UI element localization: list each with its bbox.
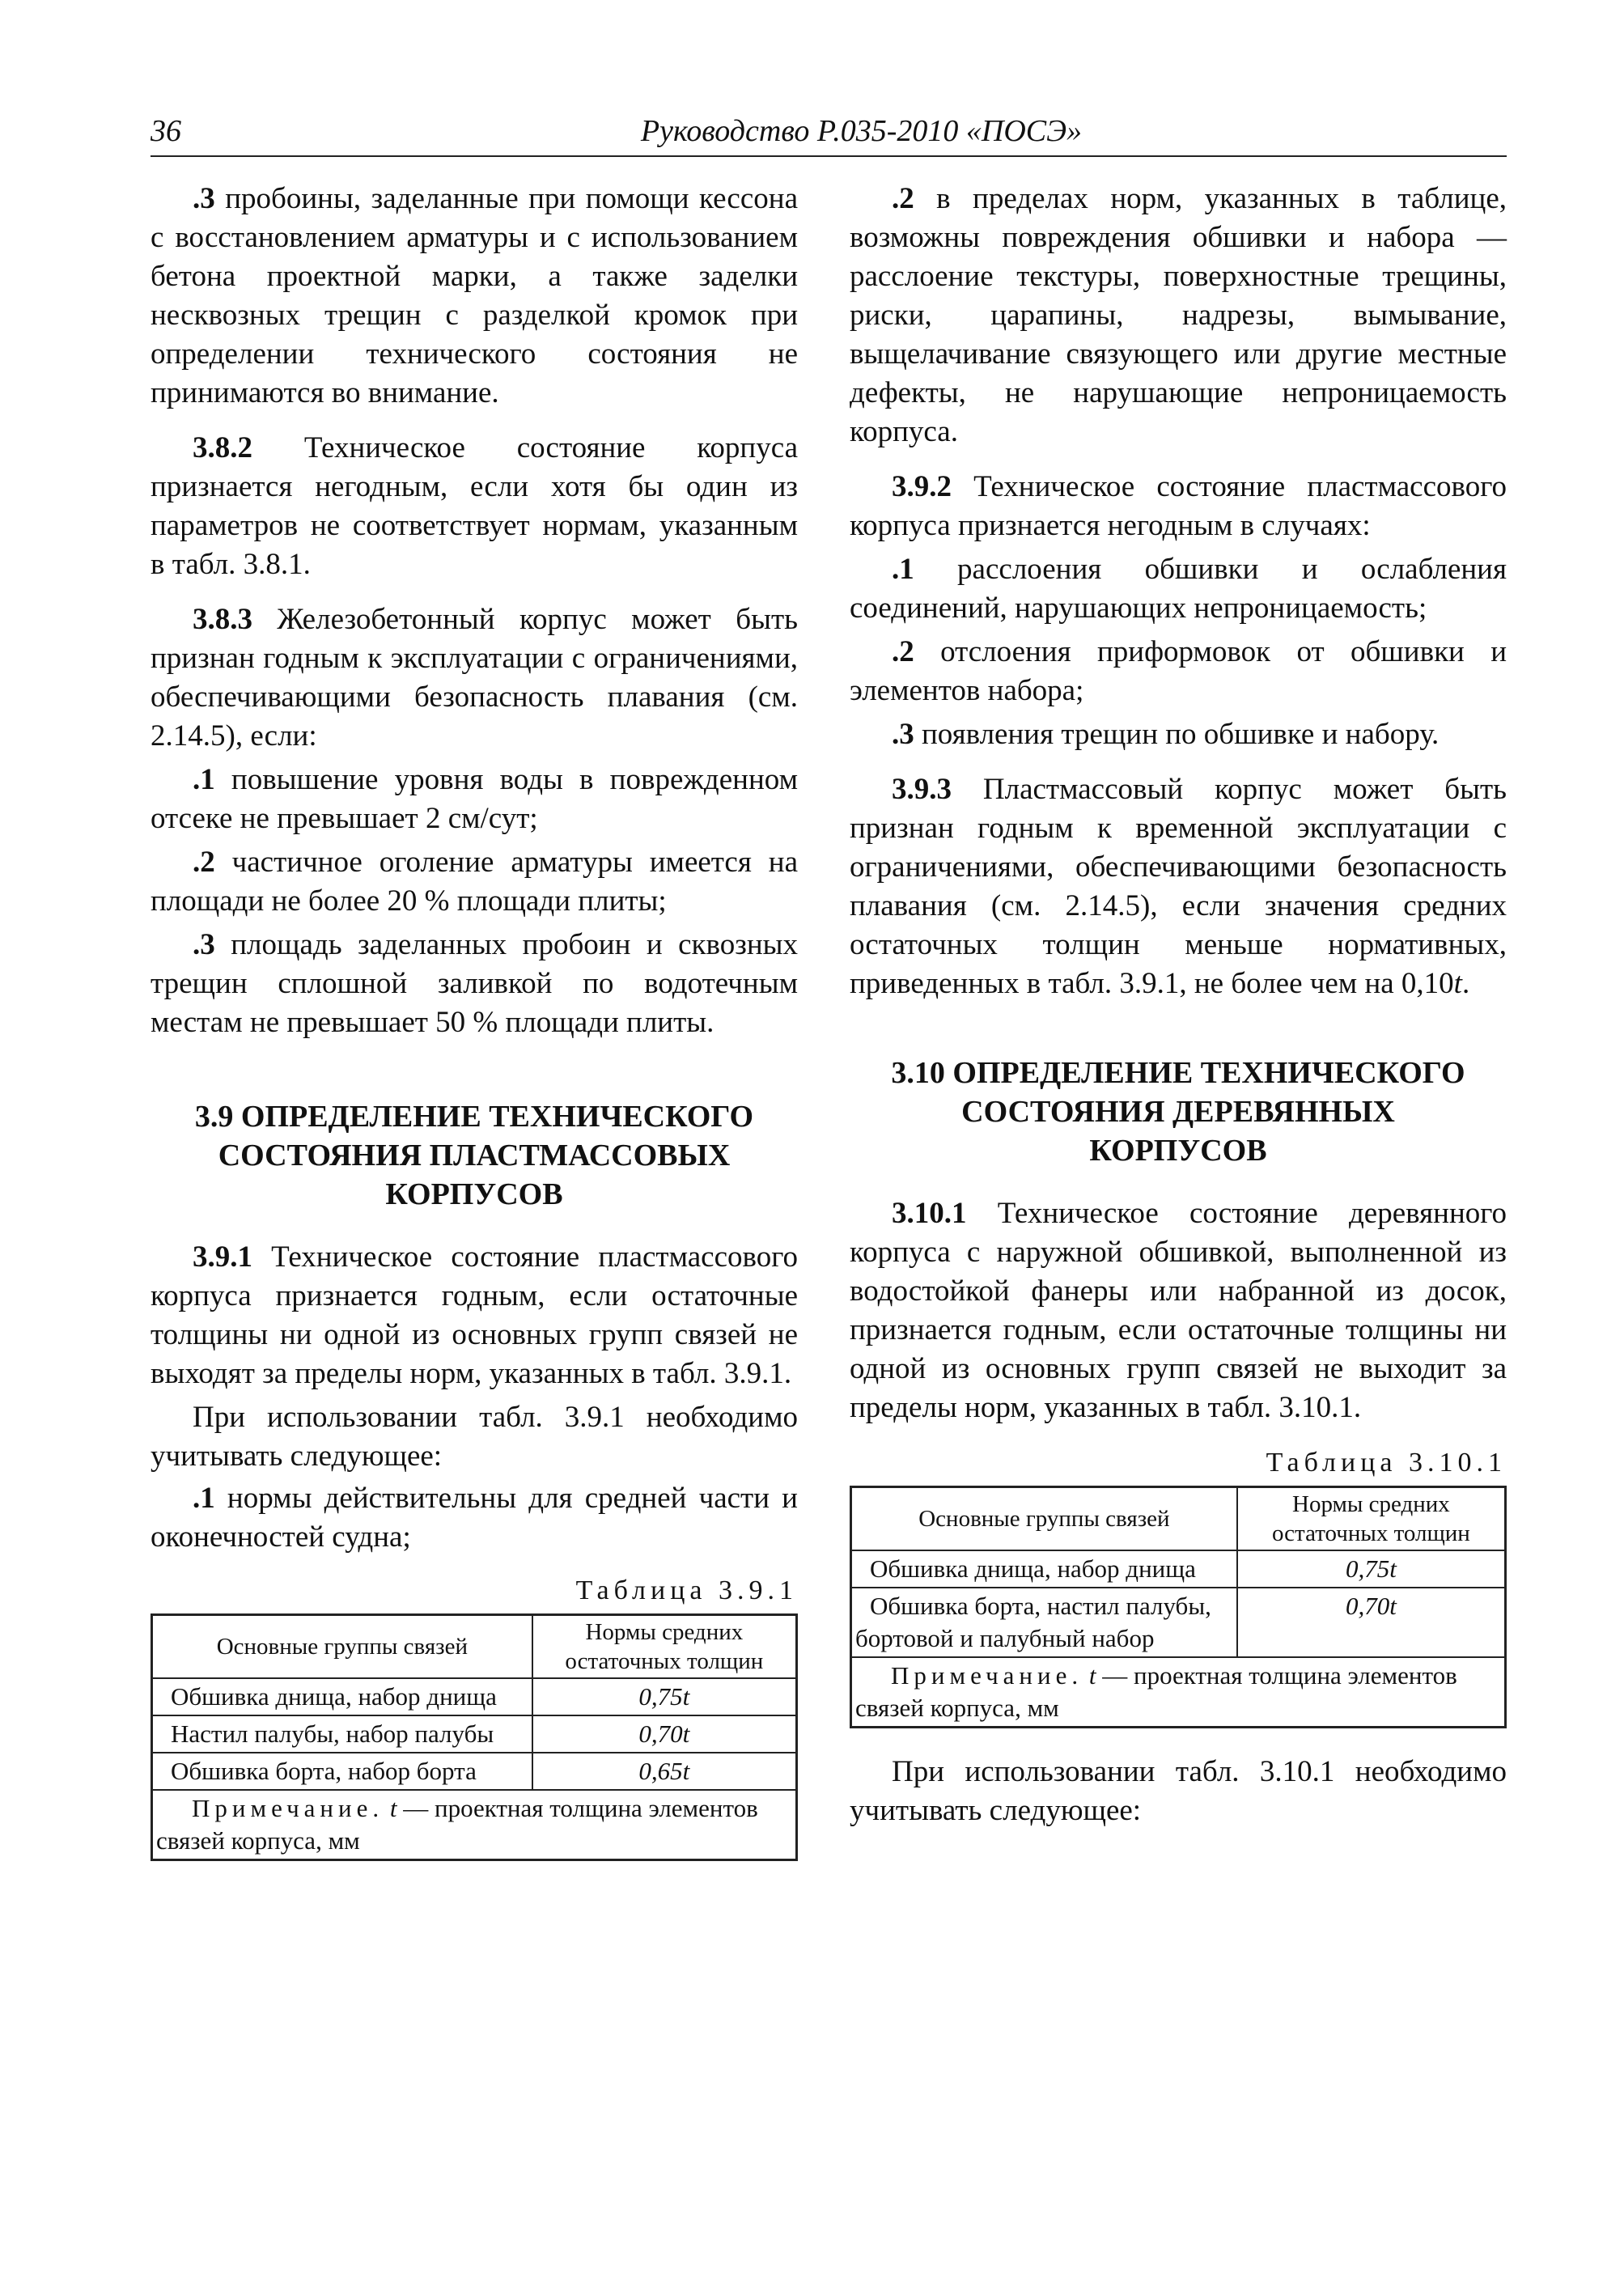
note-symbol: t (389, 1794, 397, 1822)
page-header (151, 113, 1507, 157)
table-3-9-1 (151, 1613, 798, 1861)
table-cell: 0,75t (1237, 1550, 1506, 1588)
paragraph-text: отслоения приформовок от обшивки и элементов набора; (850, 635, 1507, 707)
table-note (152, 1790, 797, 1860)
paragraph-text: нормы действительны для средней части и оконечностей судна; (151, 1482, 798, 1554)
clause-number: 3.9.2 (892, 470, 952, 503)
paragraph (151, 843, 798, 921)
table-cell: 0,75t (532, 1678, 797, 1715)
paragraph (850, 1194, 1507, 1427)
table-note (851, 1657, 1506, 1728)
paragraph: При использовании табл. 3.10.1 необходимо учитывать следующее: (850, 1755, 1507, 1827)
paragraph (850, 180, 1507, 452)
table-cell: Настил палубы, набор палубы (152, 1715, 532, 1753)
paragraph (850, 633, 1507, 710)
paragraph-text: Пластмассовый корпус может быть признан годным к временной эксплуатации с ограничениями, обеспечивающими безопасность плавания (см. 2.14.5), если значения средних остаточных толщин меньше нормативных, приведенных в табл. 3.9.1, не более чем на 0,10 (850, 773, 1507, 1000)
paragraph-end: . (1461, 967, 1470, 1000)
paragraph-text: появления трещин по обшивке и набору. (914, 718, 1440, 751)
paragraph-text: пробоины, заделанные при помощи кессона с восстановлением арматуры и с использованием бетона проектной марки, а также заделки несквозных трещин с разделкой кромок при определении технического состояния не принимаются во внимание. (151, 182, 798, 409)
paragraph (151, 1238, 798, 1393)
table-header-row (851, 1487, 1506, 1551)
paragraph (151, 926, 798, 1042)
paragraph-text: Техническое состояние корпуса признается негодным, если хотя бы один из параметров не соответствует нормам, указанным в табл. 3.8.1. (151, 431, 798, 581)
paragraph-text: Железобетонный корпус может быть признан годным к эксплуатации с ограничениями, обеспечивающими безопасность плавания (см. 2.14.5), если: (151, 603, 798, 753)
running-title: Руководство Р.035-2010 «ПОСЭ» (640, 114, 1082, 148)
table-header-row (152, 1615, 797, 1679)
note-text: — проектная толщина элементов связей корпуса, мм (156, 1794, 758, 1855)
column-header: Нормы средних остаточных толщин (532, 1615, 797, 1679)
column-header: Нормы средних остаточных толщин (1237, 1487, 1506, 1551)
table-cell: 0,65t (532, 1753, 797, 1790)
clause-number: 3.10.1 (892, 1197, 967, 1230)
item-number: .1 (193, 1482, 215, 1515)
paragraph-text: частичное оголение арматуры имеется на площади не более 20 % площади плиты; (151, 846, 798, 918)
page-number: 36 (151, 114, 181, 148)
paragraph (151, 600, 798, 756)
item-number: .2 (892, 182, 914, 215)
table-cell: Обшивка днища, набор днища (152, 1678, 532, 1715)
note-symbol: t (1088, 1661, 1096, 1690)
table-row (152, 1715, 797, 1753)
table-cell: 0,70t (1237, 1588, 1506, 1657)
table-cell: Обшивка днища, набор днища (851, 1550, 1237, 1588)
item-number: .2 (193, 846, 215, 879)
paragraph (151, 761, 798, 838)
table-row (152, 1678, 797, 1715)
item-number: .3 (193, 182, 215, 215)
thickness-symbol: t (1453, 967, 1462, 1000)
paragraph (850, 770, 1507, 1003)
note-text: — проектная толщина элементов связей корпуса, мм (855, 1661, 1457, 1722)
table-caption: Таблица 3.10.1 (1266, 1448, 1507, 1478)
note-label: Примечание. (891, 1661, 1083, 1690)
table-note-row (152, 1790, 797, 1860)
table-cell: 0,70t (532, 1715, 797, 1753)
clause-number: 3.8.3 (193, 603, 252, 636)
table-3-10-1 (850, 1486, 1507, 1728)
paragraph (151, 429, 798, 584)
right-column (850, 180, 1507, 1847)
paragraph-text: повышение уровня воды в поврежденном отсеке не превышает 2 см/сут; (151, 763, 798, 835)
item-number: .2 (892, 635, 914, 668)
table-row (851, 1588, 1506, 1657)
table-caption: Таблица 3.9.1 (575, 1575, 798, 1605)
clause-number: 3.8.2 (193, 431, 252, 464)
note-label: Примечание. (192, 1794, 384, 1822)
clause-number: 3.9.3 (892, 773, 952, 806)
table-row (152, 1753, 797, 1790)
paragraph (850, 550, 1507, 628)
paragraph (850, 715, 1507, 754)
table-cell: Обшивка борта, набор борта (152, 1753, 532, 1790)
paragraph-text: площадь заделанных пробоин и сквозных трещин сплошной заливкой по водотечным местам не превышает 50 % площади плиты. (151, 928, 798, 1039)
section-title: 3.9 ОПРЕДЕЛЕНИЕ ТЕХНИЧЕСКОГО СОСТОЯНИЯ ПЛАСТМАССОВЫХ КОРПУСОВ (194, 1100, 754, 1211)
paragraph (151, 180, 798, 413)
column-header: Основные группы связей (152, 1615, 532, 1679)
paragraph (151, 1479, 798, 1557)
item-number: .1 (193, 763, 215, 796)
section-title: 3.10 ОПРЕДЕЛЕНИЕ ТЕХНИЧЕСКОГО СОСТОЯНИЯ ДЕРЕВЯННЫХ КОРПУСОВ (891, 1056, 1465, 1168)
item-number: .3 (193, 928, 215, 961)
paragraph-text: в пределах норм, указанных в таблице, возможны повреждения обшивки и набора — расслоение текстуры, поверхностные трещины, риски, царапины, надрезы, вымывание, выщелачивание связующего или другие местные дефекты, не нарушающие непроницаемость корпуса. (850, 182, 1507, 448)
clause-number: 3.9.1 (193, 1240, 252, 1274)
paragraph (850, 468, 1507, 545)
paragraph-text: расслоения обшивки и ослабления соединений, нарушающих непроницаемость; (850, 553, 1507, 625)
paragraph-text: Техническое состояние пластмассового корпуса признается негодным в случаях: (850, 470, 1507, 542)
paragraph: При использовании табл. 3.9.1 необходимо учитывать следующее: (151, 1401, 798, 1473)
left-column (151, 180, 798, 1861)
table-cell: Обшивка борта, настил палубы, бортовой и палубный набор (851, 1588, 1237, 1657)
table-note-row (851, 1657, 1506, 1728)
paragraph-text: Техническое состояние деревянного корпуса с наружной обшивкой, выполненной из водостойкой фанеры или набранной из досок, признается годным, если остаточные толщины ни одной из основных групп связей не выходит за пределы норм, указанных в табл. 3.10.1. (850, 1197, 1507, 1424)
item-number: .3 (892, 718, 914, 751)
column-header: Основные группы связей (851, 1487, 1237, 1551)
table-row (851, 1550, 1506, 1588)
item-number: .1 (892, 553, 914, 586)
paragraph-text: Техническое состояние пластмассового корпуса признается годным, если остаточные толщины ни одной из основных групп связей не выходят за пределы норм, указанных в табл. 3.9.1. (151, 1240, 798, 1390)
